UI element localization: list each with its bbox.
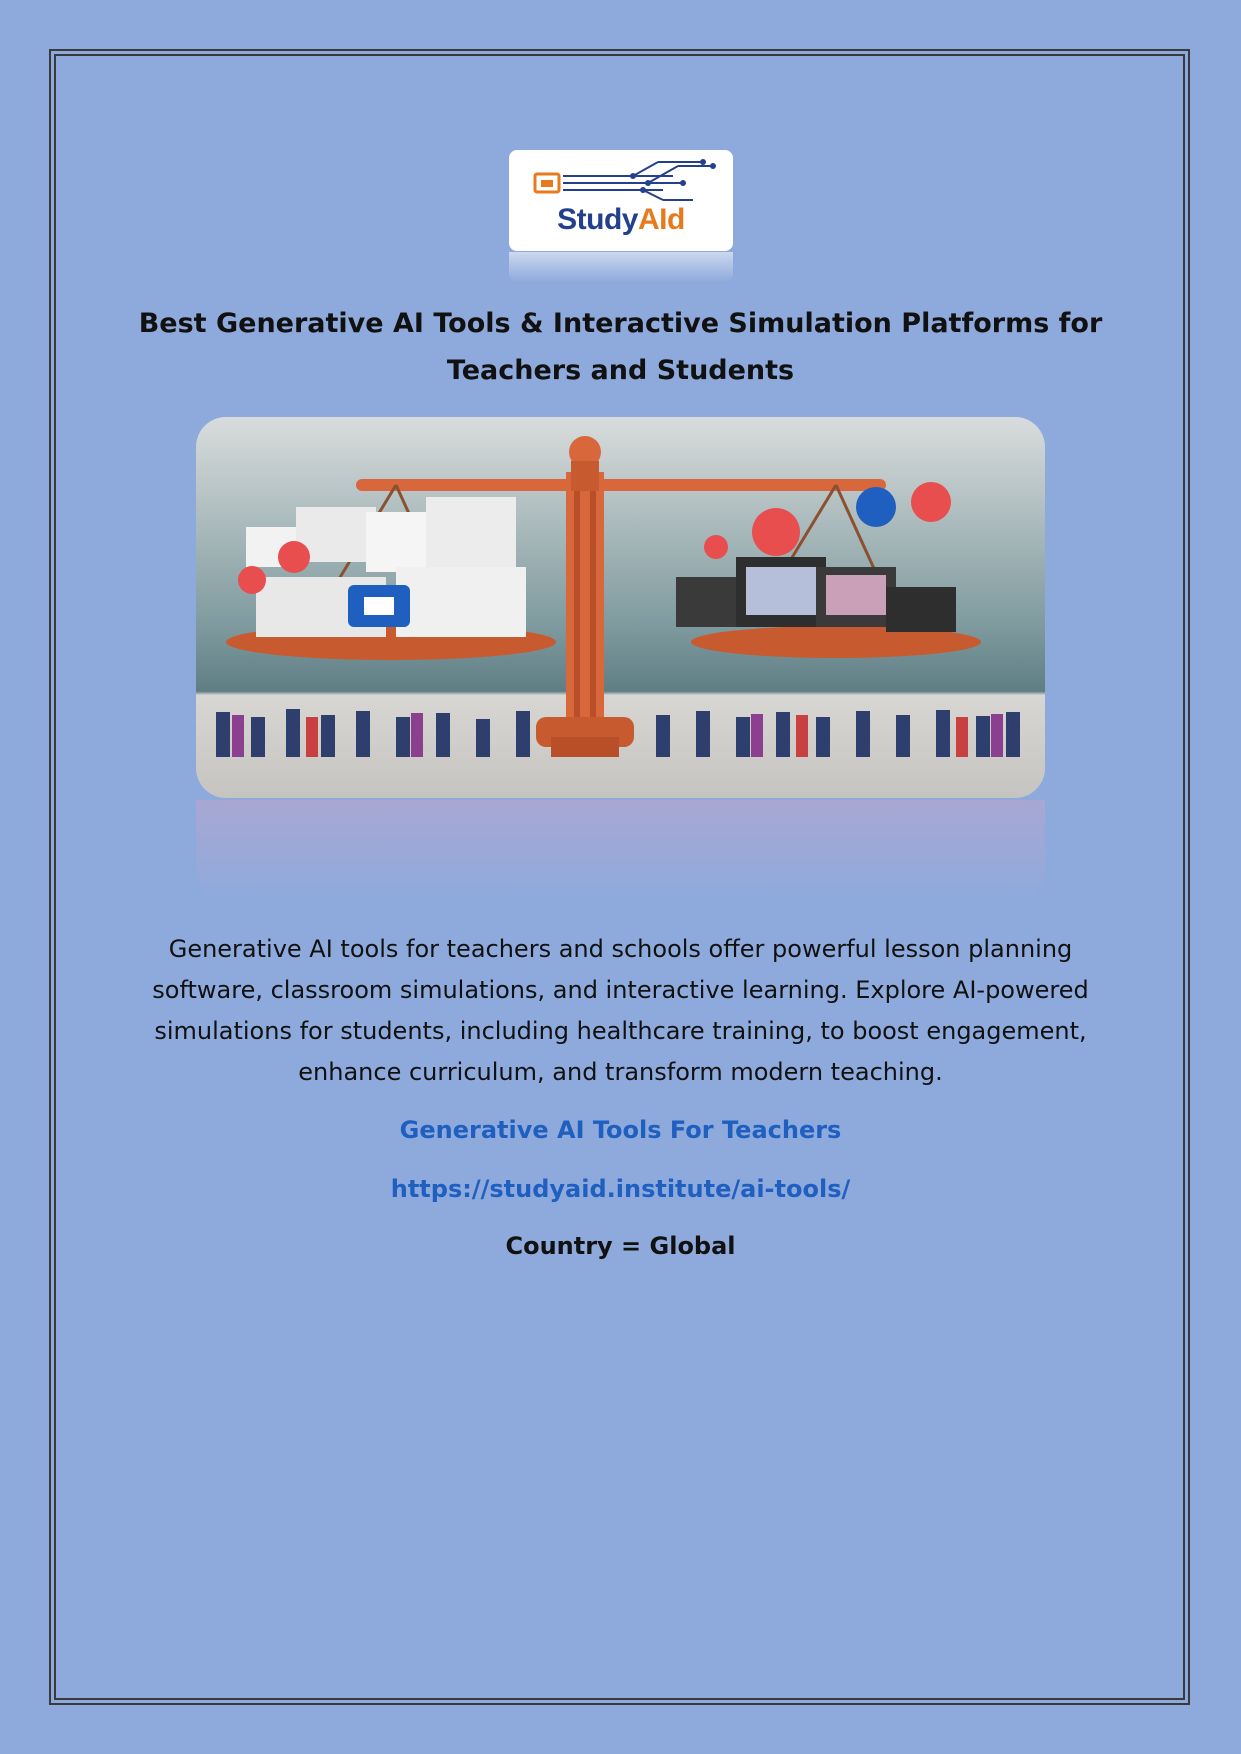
country-label: Country = Global (505, 1232, 736, 1260)
link-url[interactable]: https://studyaid.institute/ai-tools/ (390, 1175, 851, 1203)
page-title: Best Generative AI Tools & Interactive Simulation Platforms for Teachers and Students (138, 308, 1103, 386)
hero-reflection (196, 800, 1045, 900)
studyaid-logo (509, 150, 733, 251)
description-paragraph: Generative AI tools for teachers and schools offer powerful lesson planning software, classroom simulations, and interactive learning. Explore AI-powered simulations for students, including healthcare training, to boost engagement, enhance curriculum, and transform modern teaching. (152, 935, 1089, 1086)
link-title[interactable]: Generative AI Tools For Teachers (399, 1116, 842, 1144)
circuit-logo-icon (523, 156, 719, 206)
logo-reflection (509, 252, 733, 282)
logo-wordmark: StudyAId (557, 203, 685, 236)
balance-scale-illustration (196, 417, 1045, 798)
hero-illustration (196, 417, 1045, 798)
